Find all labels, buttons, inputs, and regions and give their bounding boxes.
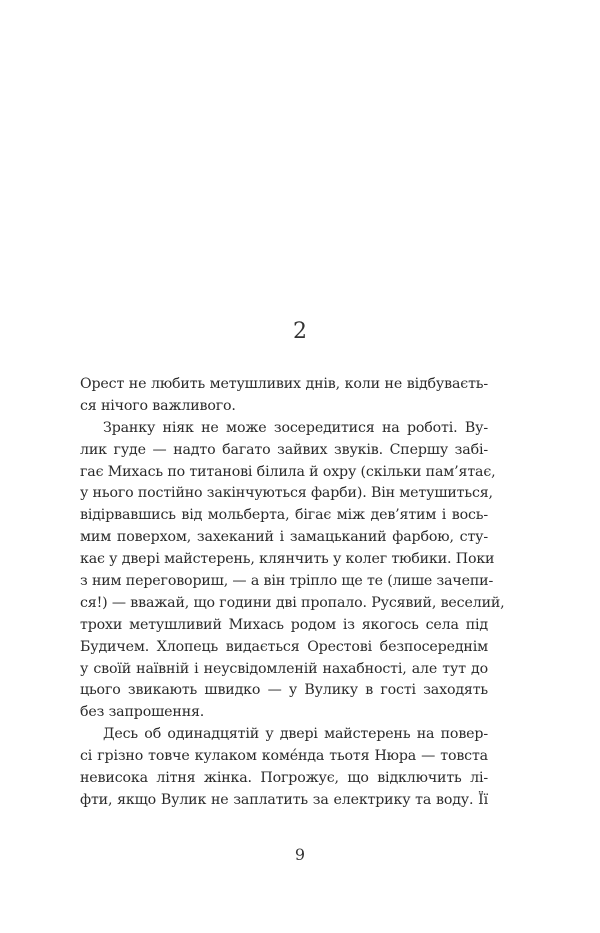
text-line: у нього постійно закінчуються фарби). Він метушиться, bbox=[80, 485, 493, 502]
text-line: відірвавшись від мольберта, бігає між дев’ятим і вось- bbox=[80, 507, 488, 524]
text-line: невисока літня жінка. Погрожує, що відключить лі- bbox=[80, 770, 488, 787]
body-text bbox=[80, 374, 505, 812]
text-line: кає у двері майстерень, клянчить у колег тюбики. Поки bbox=[80, 551, 495, 568]
text-line: Будичем. Хлопець видається Орестові безпосереднім bbox=[80, 638, 488, 655]
text-line: ся нічого важливого. bbox=[80, 397, 236, 414]
text-line: фти, якщо Вулик не заплатить за електрику та воду. Її bbox=[80, 791, 488, 808]
text-line: Орест не любить метушливих днів, коли не відбуваєть- bbox=[80, 376, 488, 392]
text-line: у своїй наївній і неусвідомленій нахабності, але тут до bbox=[80, 660, 488, 677]
text-line: без запрошення. bbox=[80, 704, 205, 721]
text-line: ся!) — вважай, що години дві пропало. Русявий, веселий, bbox=[80, 594, 505, 611]
text-line: цього звикають швидко — у Вулику в гості заходять bbox=[80, 682, 488, 699]
text-line: гає Михась по титанові білила й охру (скільки пам’ятає, bbox=[80, 463, 496, 480]
text-line: Десь об одинадцятій у двері майстерень на повер- bbox=[103, 726, 488, 743]
text-line: лик гуде — надто багато зайвих звуків. Спершу забі- bbox=[80, 441, 488, 458]
text-line: з ним переговориш, — а він тріпло ще те (лише зачепи- bbox=[80, 573, 494, 590]
text-line: Зранку ніяк не може зосередитися на роботі. Ву- bbox=[103, 419, 488, 436]
page-number: 9 bbox=[294, 845, 306, 864]
chapter-number: 2 bbox=[293, 319, 307, 344]
text-line: мим поверхом, захеканий і замацьканий фарбою, сту- bbox=[80, 529, 488, 546]
text-line: трохи метушливий Михась родом із якогось села під bbox=[80, 616, 488, 633]
text-line: сі грізно товче кулаком комéнда тьотя Нюра — товста bbox=[80, 748, 488, 765]
